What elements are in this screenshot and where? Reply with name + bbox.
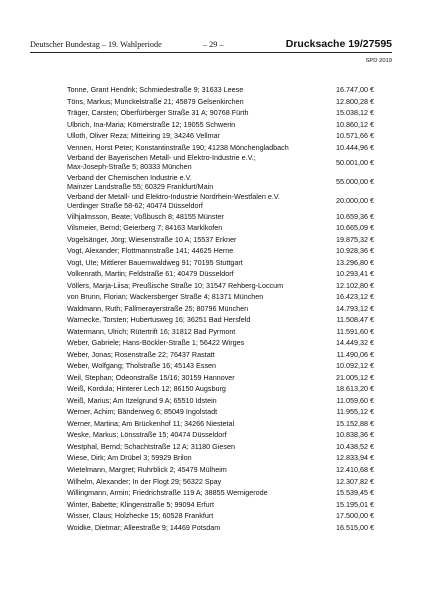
donor-name-address: Watermann, Ulrich; Rütertrift 16; 31812 Bad Pyrmont [67,326,236,336]
donation-amount: 18.613,20 € [336,384,374,394]
donation-amount: 10.293,41 € [336,269,374,279]
party-label: SPD 2019 [365,58,392,64]
donor-name-address: Weil, Stephan; Odeonstraße 15/16; 30159 Hannover [67,372,235,382]
donation-amount: 10.928,36 € [336,246,374,256]
list-item [67,291,374,303]
donation-amount: 12.307,82 € [336,476,374,486]
list-item [67,191,374,210]
donor-name-address: Weber, Wolfgang; Tholstraße 16; 45143 Essen [67,361,217,371]
donation-amount: 50.001,00 € [336,158,374,168]
donation-amount: 10.092,12 € [336,361,374,371]
donor-name-address: Vennen, Horst Peter; Konstantinstraße 190; 41238 Mönchengladbach [67,142,289,152]
list-item [67,245,374,257]
list-item [67,211,374,223]
donation-amount: 14.449,32 € [336,338,374,348]
donor-name-address: Volkenrath, Martin; Feldstraße 61; 40479 Düsseldorf [67,269,234,279]
list-item [67,234,374,246]
list-item [67,153,374,172]
list-item [67,257,374,269]
donation-amount: 13.296,80 € [336,257,374,267]
list-item [67,142,374,154]
donor-name-address: Ulbrich, Ina-Maria; Körnerstraße 12; 19055 Schwerin [67,119,236,129]
donor-name-address: Weber, Gabriele; Hans-Böckler-Straße 1; 56422 Wirges [67,338,245,348]
list-item [67,406,374,418]
donor-name-address: Wietelmann, Margret; Ruhrblick 2; 45479 Mülheim [67,465,227,474]
donor-name-address: Weber, Jonas; Rosenstraße 22; 76437 Rastatt [67,349,215,359]
list-item [67,119,374,131]
list-item [67,130,374,142]
list-item [67,96,374,108]
donation-amount: 10.444,96 € [336,142,374,152]
list-item [67,326,374,338]
donor-name-address: Völlers, Marja-Liisa; Preußische Straße 10; 31547 Rehberg-Loccum [67,280,284,290]
donation-amount: 11.059,60 € [336,395,374,405]
document-number: Drucksache 19/27595 [285,38,392,50]
donation-amount: 15.539,45 € [336,488,374,498]
donation-amount: 12.410,68 € [336,465,374,474]
donor-name-address: Woidke, Dietmar; Alleestraße 9; 14469 Potsdam [67,522,221,532]
donor-name-address: Wilhelm, Alexander; In der Flogt 29; 56322 Spay [67,476,222,486]
donation-amount: 21.005,12 € [336,372,374,382]
donation-amount: 12.102,80 € [336,280,374,290]
donation-amount: 11.591,60 € [336,326,374,336]
donation-amount: 17.500,00 € [336,511,374,521]
list-item [67,268,374,280]
donor-name-address: Vogt, Alexander; Flottmannstraße 141; 44625 Herne [67,246,234,256]
list-item [67,487,374,499]
list-item [67,522,374,534]
list-item [67,464,374,476]
donation-amount: 55.000,00 € [336,177,374,187]
donation-amount: 11.490,06 € [336,349,374,359]
donor-name-address: Vilhjalmsson, Beate; Voßbusch 8; 48155 Münster [67,211,224,221]
donor-name-address: Vogelsänger, Jörg; Wiesenstraße 10 A; 15537 Erkner [67,234,237,244]
list-item [67,349,374,361]
donor-name-address: Töns, Markus; Munckelstraße 21; 45879 Gelsenkirchen [67,96,244,106]
list-item [67,372,374,384]
page-header [30,38,392,52]
list-item [67,395,374,407]
donor-name-address: Vilsmeier, Bernd; Geierberg 7; 84163 Marklkofen [67,223,223,233]
donation-amount: 15.038,12 € [336,108,374,118]
list-item [67,510,374,522]
donation-amount: 12.800,28 € [336,96,374,106]
donation-amount: 20.000,00 € [336,196,374,206]
donation-amount: 14.793,12 € [336,303,374,313]
donor-name-address: Werner, Achim; Bänderweg 6; 85049 Ingolstadt [67,407,218,417]
list-item [67,360,374,372]
list-item [67,452,374,464]
donation-amount: 19.875,32 € [336,234,374,244]
donor-name-address: Waldmann, Ruth; Fallmerayerstraße 25; 80796 München [67,303,249,313]
donor-name-address: Verband der Metall- und Elektro-Industrie Nordrhein-Westfalen e.V. Uerdinger Straße 58-62; 40474 Düsseldorf [67,191,280,210]
donor-name-address: Vogt, Ute; Mittlerer Bauernwaldweg 91; 70195 Stuttgart [67,257,243,267]
donor-name-address: Winter, Babette; Klingenstraße 5; 99094 Erfurt [67,499,215,509]
donor-name-address: Werner, Martina; Am Brückenhof 11; 34266 Niestetal [67,418,235,428]
donation-amount: 12.833,94 € [336,453,374,463]
list-item [67,383,374,395]
donation-amount: 10.665,09 € [336,223,374,233]
donation-amount: 15.152,88 € [336,418,374,428]
donor-name-address: Wisser, Claus; Holzhecke 15; 60528 Frankfurt [67,511,214,521]
list-item [67,499,374,511]
list-item [67,337,374,349]
donor-name-address: Willingmann, Armin; Friedrichstraße 119 A; 38855 Wernigerode [67,488,268,498]
donor-name-address: Wiese, Dirk; Am Drübel 3; 59929 Brilon [67,453,192,463]
list-item [67,476,374,488]
donor-name-address: Verband der Bayerischen Metall- und Elektro-Industrie e.V.; Max-Joseph-Straße 5; 80333 München [67,153,256,172]
list-item [67,314,374,326]
donation-list [67,84,374,533]
donor-name-address: Warnecke, Torsten; Hubertusweg 16; 36251 Bad Hersfeld [67,315,251,325]
donation-amount: 11.955,12 € [336,407,374,417]
donation-amount: 16.515,00 € [336,522,374,532]
donor-name-address: Weske, Markus; Lönsstraße 15; 40474 Düsseldorf [67,430,227,440]
header-rule [30,52,392,53]
donor-name-address: Träger, Carsten; Oberfürberger Straße 31 A; 90768 Fürth [67,108,249,118]
donation-amount: 15.195,01 € [336,499,374,509]
donation-amount: 16.423,12 € [336,292,374,302]
donor-name-address: Weiß, Kordula; Hinterer Lech 12; 86150 Augsburg [67,384,226,394]
list-item [67,172,374,191]
list-item [67,107,374,119]
donation-amount: 10.860,12 € [336,119,374,129]
list-item [67,441,374,453]
list-item [67,280,374,292]
list-item [67,418,374,430]
donor-name-address: Ulloth, Oliver Reza; Mitteiring 19; 34246 Vellmar [67,131,221,141]
donation-amount: 16.747,00 € [336,85,374,94]
list-item [67,303,374,315]
donation-amount: 10.571,66 € [336,131,374,141]
page-number: – 29 – [203,40,224,49]
donation-amount: 10.838,36 € [336,430,374,440]
donor-name-address: Westphal, Bernd; Schachtstraße 12 A; 31180 Giesen [67,441,235,451]
header-left: Deutscher Bundestag – 19. Wahlperiode [30,40,162,49]
donation-amount: 11.508,47 € [336,315,374,325]
donor-name-address: Weiß, Marius; Am Itzelgrund 9 A; 65510 Idstein [67,395,217,405]
list-item [67,222,374,234]
donation-amount: 10.438,52 € [336,441,374,451]
list-item [67,84,374,96]
list-item [67,429,374,441]
donation-amount: 10.659,36 € [336,211,374,221]
donor-name-address: Verband der Chemischen Industrie e.V. Mainzer Landstraße 55; 60329 Frankfurt/Main [67,172,214,191]
donor-name-address: Tonne, Grant Hendrik; Schmiedestraße 9; 31633 Leese [67,85,244,94]
donor-name-address: von Brunn, Florian; Wackersberger Straße 4; 81371 München [67,292,264,302]
